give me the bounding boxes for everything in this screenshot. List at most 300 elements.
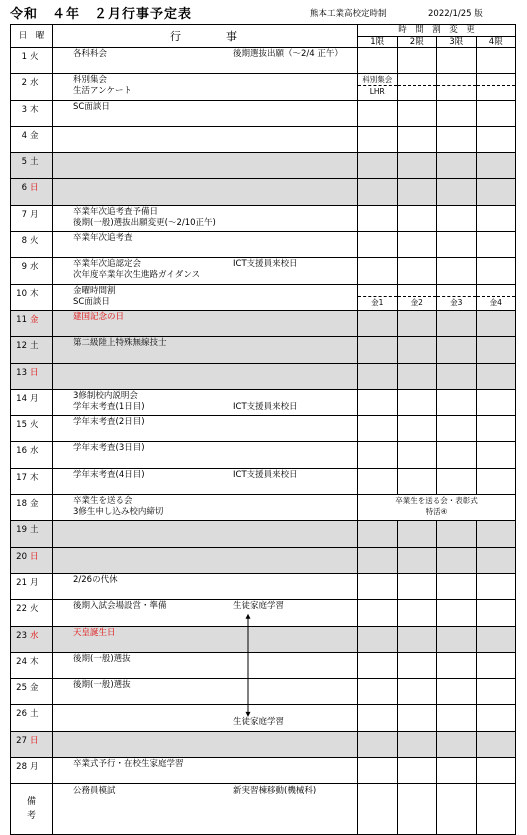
period-cell [476, 521, 516, 547]
event-cell [53, 495, 358, 521]
event-cell [53, 442, 358, 468]
period-cell [476, 626, 516, 652]
day-cell [11, 284, 53, 310]
day-number: 15 [16, 420, 27, 431]
weekday: 木 [30, 104, 39, 115]
event-cell [53, 74, 358, 100]
day-cell [11, 363, 53, 389]
day-cell [11, 495, 53, 521]
event-cell [53, 179, 358, 205]
weekday: 土 [30, 157, 39, 168]
period-cell [476, 652, 516, 678]
day-row [11, 521, 516, 547]
schedule-note: 特活④ [425, 507, 448, 517]
period-cell [397, 652, 437, 678]
period-cell [437, 74, 477, 100]
period-cell [437, 573, 477, 599]
event-text: 建国記念の日 [73, 311, 125, 322]
day-cell [11, 258, 53, 284]
day-cell [11, 153, 53, 179]
period-cell [397, 389, 437, 415]
day-cell [11, 48, 53, 74]
period-cell [397, 232, 437, 258]
period-cell [358, 363, 398, 389]
period-cell [437, 468, 477, 494]
day-row [11, 705, 516, 731]
event-note: 後期選抜出願（～2/4 正午） [233, 49, 343, 59]
event-cell [53, 100, 358, 126]
period-cell [476, 310, 516, 336]
remarks-row [11, 784, 516, 835]
event-cell [53, 679, 358, 705]
period-cell [437, 731, 477, 757]
event-cell [53, 232, 358, 258]
schedule-change-cell [358, 495, 516, 521]
period-cell [397, 74, 437, 100]
period-cell [358, 416, 398, 442]
period-cell [397, 310, 437, 336]
period-cell [476, 232, 516, 258]
period-cell [476, 74, 516, 100]
day-number: 6 [21, 183, 27, 194]
period-cell [358, 679, 398, 705]
weekday: 金 [30, 130, 39, 141]
event-cell [53, 758, 358, 784]
period-cell [397, 679, 437, 705]
period-cell [397, 205, 437, 231]
weekday: 火 [30, 604, 39, 615]
period-cell [437, 363, 477, 389]
day-cell [11, 232, 53, 258]
day-number: 26 [16, 709, 27, 720]
event-text: 卒業年次追認定会 [73, 259, 142, 270]
period-cell [476, 205, 516, 231]
event-text: 天皇誕生日 [73, 627, 116, 638]
day-number: 10 [16, 288, 27, 299]
period-header: 2限 [397, 37, 437, 48]
day-number: 12 [16, 341, 27, 352]
period-cell [476, 100, 516, 126]
weekday: 火 [30, 52, 39, 62]
period-cell [437, 600, 477, 626]
day-cell [11, 705, 53, 731]
period-cell [437, 389, 477, 415]
period-cell [358, 232, 398, 258]
event-cell [53, 153, 358, 179]
period-cell [397, 284, 437, 310]
day-cell [11, 205, 53, 231]
event-note: 生徒家庭学習 [233, 717, 285, 728]
period-cell [437, 679, 477, 705]
period-cell [437, 547, 477, 573]
period-cell [476, 758, 516, 784]
event-note: ICT支援員来校日 [233, 401, 298, 412]
period-cell [476, 416, 516, 442]
day-number: 16 [16, 446, 27, 457]
day-row [11, 205, 516, 231]
event-text: 各科科会 [73, 49, 108, 59]
period-cell [476, 705, 516, 731]
event-text: 学年末考査(1日目) [73, 401, 145, 412]
period-cell [437, 232, 477, 258]
period-cell [437, 284, 477, 310]
day-cell [11, 521, 53, 547]
day-number: 20 [16, 551, 27, 562]
day-row [11, 758, 516, 784]
schedule-note: 科別集会 [362, 75, 393, 85]
period-cell [358, 626, 398, 652]
weekday: 月 [30, 762, 39, 773]
event-text: 3修生申し込み校内締切 [73, 507, 164, 518]
day-row [11, 258, 516, 284]
day-row [11, 495, 516, 521]
day-number: 25 [16, 683, 27, 694]
period-cell [437, 179, 477, 205]
school-name: 熊本工業高校定時制 [310, 9, 387, 19]
period-cell [358, 573, 398, 599]
period-cell [358, 442, 398, 468]
event-cell [53, 573, 358, 599]
day-number: 4 [21, 130, 27, 141]
day-number: 22 [16, 604, 27, 615]
period-cell [358, 547, 398, 573]
period-cell [476, 179, 516, 205]
day-row [11, 100, 516, 126]
event-text: 卒業式予行・在校生家庭学習 [73, 759, 184, 770]
day-number: 28 [16, 762, 27, 773]
period-cell [358, 179, 398, 205]
period-cell [397, 626, 437, 652]
period-header: 4限 [476, 37, 516, 48]
event-cell [53, 705, 358, 731]
period-cell [476, 679, 516, 705]
period-cell [476, 468, 516, 494]
period-cell [476, 784, 516, 835]
period-cell [476, 442, 516, 468]
period-cell [397, 442, 437, 468]
day-row [11, 547, 516, 573]
period-cell [397, 468, 437, 494]
day-number: 3 [21, 104, 27, 115]
weekday: 金 [30, 314, 39, 325]
remarks-label [11, 784, 53, 835]
period-cell [397, 337, 437, 363]
weekday: 木 [30, 288, 39, 299]
day-row [11, 284, 516, 310]
period-cell [437, 126, 477, 152]
event-text: 後期入試会場設営・準備 [73, 601, 167, 612]
period-cell [397, 573, 437, 599]
schedule-note: 金4 [489, 297, 502, 307]
day-cell [11, 626, 53, 652]
day-cell [11, 652, 53, 678]
schedule-note: 金1 [371, 297, 384, 307]
event-text: 次年度卒業年次生進路ガイダンス [73, 270, 201, 281]
period-cell [476, 48, 516, 74]
period-cell [358, 153, 398, 179]
period-cell [437, 153, 477, 179]
period-cell [437, 521, 477, 547]
day-row [11, 126, 516, 152]
event-text: 後期(一般)選抜 [73, 680, 131, 691]
day-row [11, 363, 516, 389]
period-cell [476, 731, 516, 757]
weekday: 水 [30, 630, 39, 641]
period-header: 3限 [437, 37, 477, 48]
event-text: SC面談日 [73, 296, 110, 307]
period-cell [397, 179, 437, 205]
period-cell [437, 258, 477, 284]
day-number: 21 [16, 577, 27, 588]
remarks-cell [53, 784, 358, 835]
day-row [11, 337, 516, 363]
day-cell [11, 468, 53, 494]
day-cell [11, 547, 53, 573]
period-cell [437, 652, 477, 678]
event-text: 卒業生を送る会 [73, 496, 133, 507]
weekday: 月 [30, 209, 39, 220]
day-number: 23 [16, 630, 27, 641]
period-cell [437, 100, 477, 126]
event-cell [53, 48, 358, 74]
period-cell [397, 547, 437, 573]
period-cell [358, 284, 398, 310]
day-number: 8 [21, 236, 27, 247]
period-cell [358, 468, 398, 494]
schedule-change-header: 時 間 割 変 更 [358, 25, 516, 37]
events-column-header: 行 事 [53, 25, 358, 48]
event-cell [53, 652, 358, 678]
day-row [11, 74, 516, 100]
period-cell [476, 126, 516, 152]
period-cell [358, 48, 398, 74]
period-cell [358, 74, 398, 100]
period-cell [358, 337, 398, 363]
period-cell [476, 600, 516, 626]
day-number: 24 [16, 656, 27, 667]
weekday: 土 [30, 341, 39, 352]
period-cell [358, 652, 398, 678]
weekday: 木 [30, 656, 39, 667]
period-cell [397, 731, 437, 757]
period-cell [397, 758, 437, 784]
event-cell [53, 258, 358, 284]
period-cell [397, 416, 437, 442]
day-cell [11, 731, 53, 757]
period-cell [437, 205, 477, 231]
day-cell [11, 600, 53, 626]
day-cell [11, 310, 53, 336]
period-cell [476, 284, 516, 310]
period-cell [437, 337, 477, 363]
day-number: 5 [21, 157, 27, 168]
day-row [11, 573, 516, 599]
period-cell [437, 416, 477, 442]
period-cell [476, 389, 516, 415]
period-cell [397, 126, 437, 152]
weekday: 木 [30, 472, 39, 483]
event-text: 2/26の代休 [73, 574, 118, 585]
weekday: 火 [30, 236, 39, 247]
event-text: 3修制校内説明会 [73, 390, 138, 401]
event-text: 卒業年次追考査予備日 [73, 206, 159, 217]
remarks-label-text: 備考 [26, 797, 36, 822]
page-title: 令和 ４年 ２月行事予定表 [10, 7, 193, 22]
weekday: 金 [30, 683, 39, 694]
day-cell [11, 573, 53, 599]
period-cell [437, 442, 477, 468]
weekday: 金 [30, 499, 39, 510]
period-cell [397, 600, 437, 626]
day-cell [11, 74, 53, 100]
event-cell [53, 547, 358, 573]
version-date: 2022/1/25 版 [428, 9, 483, 19]
event-text: 科別集会 [73, 75, 108, 86]
period-cell [476, 547, 516, 573]
day-cell [11, 389, 53, 415]
period-cell [397, 521, 437, 547]
day-cell [11, 758, 53, 784]
day-number: 13 [16, 367, 27, 378]
day-cell [11, 442, 53, 468]
period-header: 1限 [358, 37, 398, 48]
period-cell [397, 784, 437, 835]
period-cell [397, 705, 437, 731]
weekday: 日 [30, 735, 39, 746]
event-cell [53, 310, 358, 336]
period-cell [397, 363, 437, 389]
day-cell [11, 126, 53, 152]
period-cell [358, 126, 398, 152]
period-cell [437, 626, 477, 652]
period-cell [358, 731, 398, 757]
weekday: 月 [30, 577, 39, 588]
weekday: 月 [30, 393, 39, 404]
day-row [11, 600, 516, 626]
event-cell [53, 284, 358, 310]
period-cell [476, 153, 516, 179]
event-cell [53, 363, 358, 389]
schedule-note: 金3 [450, 297, 463, 307]
day-row [11, 626, 516, 652]
day-cell [11, 337, 53, 363]
event-text: 生活アンケート [73, 86, 132, 97]
remarks-text: 新実習棟移動(機械科) [233, 786, 317, 797]
day-row [11, 416, 516, 442]
period-cell [358, 758, 398, 784]
day-row [11, 389, 516, 415]
period-cell [437, 310, 477, 336]
day-number: 18 [16, 499, 27, 510]
weekday: 水 [30, 446, 39, 457]
schedule-note: 卒業生を送る会・表彰式 [395, 496, 478, 506]
weekday: 土 [30, 709, 39, 720]
period-cell [358, 784, 398, 835]
event-cell [53, 626, 358, 652]
day-number: 1 [21, 52, 27, 62]
period-cell [358, 310, 398, 336]
period-cell [397, 153, 437, 179]
day-row [11, 153, 516, 179]
period-cell [358, 389, 398, 415]
event-cell [53, 205, 358, 231]
period-cell [358, 205, 398, 231]
day-row [11, 652, 516, 678]
schedule-note: LHR [369, 87, 385, 97]
event-note: ICT支援員来校日 [233, 259, 298, 270]
event-text: 後期(一般)選抜 [73, 653, 131, 664]
day-row [11, 731, 516, 757]
event-text: 卒業年次追考査 [73, 233, 133, 244]
schedule-table [10, 24, 516, 835]
weekday: 日 [30, 551, 39, 562]
day-number: 9 [21, 262, 27, 273]
day-column-header: 日 曜 [11, 25, 53, 48]
day-row [11, 679, 516, 705]
weekday: 水 [30, 78, 39, 89]
day-row [11, 179, 516, 205]
day-row [11, 442, 516, 468]
remarks-text: 公務員模試 [73, 786, 116, 797]
period-cell [437, 48, 477, 74]
period-cell [358, 600, 398, 626]
period-cell [437, 784, 477, 835]
period-cell [476, 337, 516, 363]
page-header [0, 0, 527, 24]
weekday: 土 [30, 525, 39, 536]
schedule-note: 金2 [410, 297, 423, 307]
period-cell [476, 363, 516, 389]
event-text: 金曜時間割 [73, 285, 116, 296]
day-cell [11, 679, 53, 705]
day-number: 19 [16, 525, 27, 536]
event-text: 学年末考査(3日目) [73, 443, 145, 454]
period-cell [476, 573, 516, 599]
period-cell [397, 48, 437, 74]
day-number: 7 [21, 209, 27, 220]
period-cell [397, 258, 437, 284]
weekday: 日 [30, 183, 39, 194]
day-row [11, 232, 516, 258]
day-number: 2 [21, 78, 27, 89]
period-cell [437, 705, 477, 731]
period-cell [397, 100, 437, 126]
event-note: 生徒家庭学習 [233, 601, 285, 612]
event-cell [53, 337, 358, 363]
period-cell [358, 521, 398, 547]
event-cell [53, 389, 358, 415]
weekday: 日 [30, 367, 39, 378]
weekday: 水 [30, 262, 39, 273]
day-cell [11, 179, 53, 205]
period-cell [358, 258, 398, 284]
weekday: 火 [30, 420, 39, 431]
day-row [11, 310, 516, 336]
period-cell [437, 758, 477, 784]
day-row [11, 468, 516, 494]
day-number: 27 [16, 735, 27, 746]
event-text: SC面談日 [73, 101, 110, 112]
event-cell [53, 126, 358, 152]
event-text: 学年末考査(2日目) [73, 417, 145, 428]
event-text: 第二級陸上特殊無線技士 [73, 338, 167, 349]
event-text: 学年末考査(4日目) [73, 469, 145, 480]
event-cell [53, 521, 358, 547]
event-note: ICT支援員来校日 [233, 469, 298, 480]
period-cell [476, 258, 516, 284]
day-number: 17 [16, 472, 27, 483]
event-cell [53, 731, 358, 757]
